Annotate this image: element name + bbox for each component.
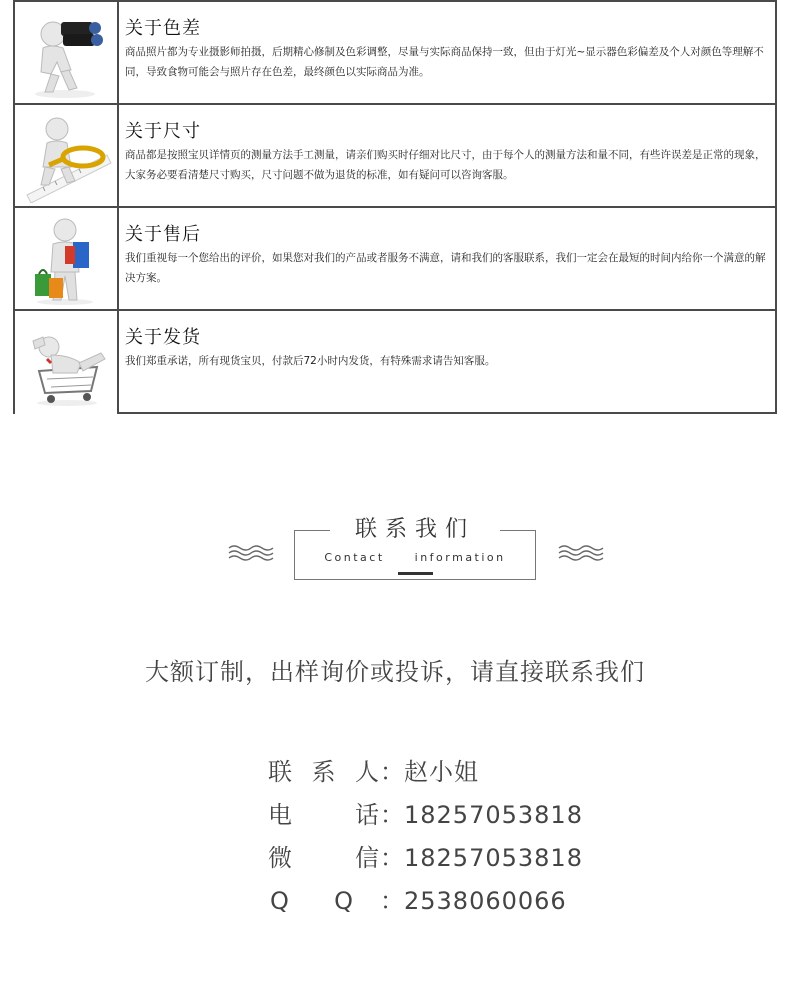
label-char: 系 (311, 758, 337, 786)
contact-person-value: 赵小姐 (404, 758, 479, 786)
label-separator: ： (380, 887, 405, 915)
header-underline (398, 572, 433, 575)
notice-row-size (15, 105, 775, 208)
contact-label (268, 756, 380, 799)
label-separator: ： (380, 758, 405, 786)
contact-wechat-value: 18257053818 (404, 844, 583, 872)
label-char: 话 (355, 801, 380, 829)
contact-header (0, 500, 790, 590)
binoculars-person-icon (21, 8, 113, 100)
contact-wechat-line (268, 842, 583, 885)
contact-list (268, 756, 583, 928)
notice-title: 关于发货 (125, 327, 201, 348)
contact-phone-line (268, 799, 583, 842)
shopping-cart-person-icon (21, 317, 113, 409)
notice-title: 关于色差 (125, 18, 201, 39)
contact-label (270, 885, 354, 928)
label-char: 信 (355, 844, 380, 872)
subtitle-word-information: information (414, 551, 506, 564)
icon-cell (15, 208, 119, 309)
magnifier-ruler-person-icon (21, 111, 113, 203)
label-char: Q (270, 887, 290, 915)
contact-qq-value: 2538060066 (404, 887, 567, 915)
notice-text: 商品都是按照宝贝详情页的测量方法手工测量，请亲们购买时仔细对比尺寸，由于每个人的测量方法和量不同，有些许误差是正常的现象，大家务必要看清楚尺寸购买，尺寸问题不做为退货的标准，如有疑问可以咨询客服。 (125, 149, 766, 181)
notice-row-shipping (15, 311, 775, 414)
contact-phone-value: 18257053818 (404, 801, 583, 829)
contact-person-line (268, 756, 583, 799)
notice-text: 商品照片都为专业摄影师拍摄，后期精心修制及色彩调整，尽量与实际商品保持一致，但由于灯光~显示器色彩偏差及个人对颜色等理解不同，导致食物可能会与照片存在色差，最终颜色以实际商品为准。 (125, 46, 764, 78)
label-separator: ： (380, 844, 405, 872)
contact-title: 联系我们 (330, 512, 500, 543)
notice-title: 关于售后 (125, 224, 201, 245)
notice-title: 关于尺寸 (125, 121, 201, 142)
icon-cell (15, 311, 119, 414)
icon-cell (15, 2, 119, 103)
subtitle-word-contact: Contact (324, 551, 385, 564)
label-char: 联 (268, 758, 293, 786)
contact-qq-line (268, 885, 583, 928)
icon-cell (15, 105, 119, 206)
notice-row-aftersale (15, 208, 775, 311)
wave-right-icon (558, 544, 604, 562)
label-char: 微 (268, 844, 293, 872)
label-char: Q (334, 887, 354, 915)
label-char: 人 (355, 758, 380, 786)
notice-text: 我们郑重承诺，所有现货宝贝，付款后72小时内发货，有特殊需求请告知客服。 (125, 355, 496, 367)
wave-left-icon (228, 544, 274, 562)
contact-label (268, 799, 380, 842)
notice-table (13, 0, 777, 414)
contact-tagline: 大额订制，出样询价或投诉，请直接联系我们 (145, 658, 645, 686)
label-char: 电 (268, 801, 293, 829)
contact-subtitle (294, 551, 536, 564)
contact-label (268, 842, 380, 885)
notice-text: 我们重视每一个您给出的评价，如果您对我们的产品或者服务不满意，请和我们的客服联系，我们一定会在最短的时间内给你一个满意的解决方案。 (125, 252, 766, 284)
shopping-bags-person-icon (21, 214, 113, 306)
notice-row-color (15, 2, 775, 105)
label-separator: ： (380, 801, 405, 829)
